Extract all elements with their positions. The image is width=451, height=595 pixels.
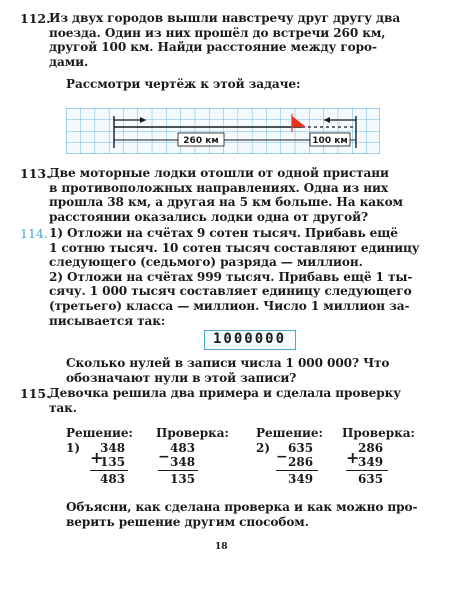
problem-115-final (66, 500, 417, 529)
problem-114-number: 114. (20, 226, 48, 241)
problem-115-line: так. (49, 400, 77, 415)
problem-114-line: сячу. 1 000 тысяч составляет единицу следующего (49, 284, 412, 299)
example-2-label: 2) (256, 441, 271, 455)
example-1-label: 1) (66, 441, 81, 455)
header-check-2: Проверка: (342, 426, 415, 440)
label-100: 100 км (312, 136, 348, 146)
problem-115-number: 115. (20, 386, 51, 401)
problem-113-line: расстоянии оказались лодки одна от другой? (49, 209, 368, 224)
problem-115-final-line: верить решение другим способом. (66, 514, 309, 529)
header-check-1: Проверка: (156, 426, 229, 440)
problem-112-line: Из двух городов вышли навстречу друг другу два (49, 11, 401, 25)
header-solution-1: Решение: (66, 426, 133, 440)
ex2-chk-b: 349 (358, 455, 384, 469)
ex2-chk-a: 286 (358, 441, 384, 455)
ex2-chk-rule (346, 470, 388, 471)
minus-sign: − (276, 449, 288, 465)
problem-113-text (49, 166, 403, 224)
minus-sign: − (158, 449, 170, 465)
ex1-sol-rule (90, 470, 128, 471)
ex1-chk-b: 348 (170, 455, 196, 469)
grid-lines (66, 108, 380, 154)
plus-sign: + (90, 448, 104, 467)
ex1-chk-result: 135 (170, 472, 196, 486)
plus-sign: + (346, 448, 360, 467)
problem-115-final-line: Объясни, как сделана проверка и как можно про- (66, 500, 418, 514)
problem-114-line: 2) Отложи на счётах 999 тысяч. Прибавь ещё 1 ты- (49, 269, 413, 284)
ex2-sol-rule (276, 470, 318, 471)
problem-114-line: 1) Отложи на счётах 9 сотен тысяч. Прибавь ещё (49, 226, 398, 240)
million-number: 1000000 (213, 331, 287, 347)
page-number: 18 (215, 542, 228, 552)
million-number-box (204, 330, 296, 350)
problem-112-hint: Рассмотри чертёж к этой задаче: (66, 77, 301, 91)
ex2-sol-result: 349 (288, 472, 314, 486)
problem-113-line: прошла 38 км, а другая на 5 км больше. На каком (49, 195, 403, 210)
problem-115-text (49, 386, 401, 415)
ex2-chk-result: 635 (358, 472, 384, 486)
problem-114-text (49, 226, 419, 328)
problem-113-number: 113. (20, 166, 51, 181)
problem-113-line: Две моторные лодки отошли от одной пристани (49, 166, 389, 180)
problem-112-number: 112. (20, 11, 51, 26)
ex2-sol-b: 286 (288, 455, 314, 469)
ex1-chk-rule (158, 470, 198, 471)
problem-112-line: поезда. Один из них прошёл до встречи 260 км, (49, 25, 386, 40)
problem-113-line: в противоположных направлениях. Одна из них (49, 180, 389, 195)
distance-diagram (66, 108, 380, 154)
ex1-sol-a: 348 (100, 441, 126, 455)
problem-114-line: писывается так: (49, 313, 166, 328)
problem-112-line: другой 100 км. Найди расстояние между горо- (49, 40, 377, 55)
ex1-sol-b: 135 (100, 455, 126, 469)
label-260: 260 км (183, 136, 219, 146)
ex1-sol-result: 483 (100, 472, 126, 486)
ex2-sol-a: 635 (288, 441, 314, 455)
problem-115-line: Девочка решила два примера и сделала проверку (49, 386, 401, 400)
problem-114-line: (третьего) класса — миллион. Число 1 миллион за- (49, 298, 410, 313)
problem-114-question (66, 356, 389, 385)
header-solution-2: Решение: (256, 426, 323, 440)
ex1-chk-a: 483 (170, 441, 196, 455)
problem-114-line: 1 сотню тысяч. 10 сотен тысяч составляют единицу (49, 240, 420, 255)
problem-114-question-line: Сколько нулей в записи числа 1 000 000? Что (66, 356, 390, 370)
problem-114-line: следующего (седьмого) разряда — миллион. (49, 255, 363, 270)
problem-112-text (49, 11, 400, 69)
problem-114-question-line: обозначают нули в этой записи? (66, 370, 297, 385)
problem-112-line: дами. (49, 54, 89, 69)
